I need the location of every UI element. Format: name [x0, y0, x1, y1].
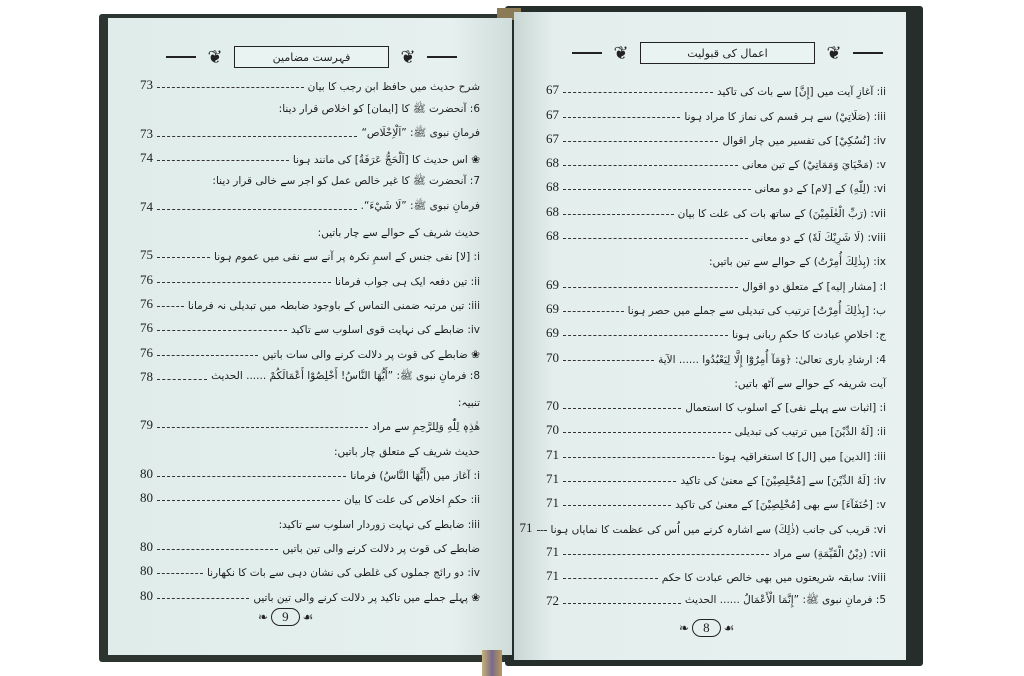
toc-page-number: 67 — [546, 106, 559, 122]
toc-entry-text: تنبیہ: — [457, 397, 480, 410]
dotted-leader — [563, 360, 654, 361]
dotted-leader — [157, 136, 357, 137]
toc-entry — [140, 555, 480, 579]
toc-entry-text: vii: (دِيْنُ الْقَيِّمَةِ) سے مراد — [773, 547, 886, 560]
toc-entry-text: ❀ اس حدیث کا [اَلْحَجُّ عَرَفَةُ] کی مانند ہونا — [292, 154, 480, 167]
left-page-header — [166, 46, 457, 68]
toc-page-number: 70 — [546, 422, 559, 438]
toc-entry-text: iii: [الدین] میں [ال] کا استغراقیہ ہونا — [718, 450, 886, 463]
toc-entry-text: vi: (لِلّٰهِ) کے [لام] کے دو معانی — [754, 183, 886, 196]
toc-entry-text: حدیث شریف کے حوالے سے چار باتیں: — [317, 227, 480, 240]
toc-entry-text: ❀ ضابطے کی قوت پر دلالت کرنے والی سات باتیں — [262, 348, 480, 361]
toc-page-number: 69 — [546, 325, 559, 341]
toc-entry-text: 5: فرمانِ نبوی ﷺ: ”إِنَّمَا الْأَعْمَالُ ...... الحدیث — [684, 593, 886, 606]
dotted-leader — [537, 530, 547, 531]
dotted-leader — [563, 189, 751, 190]
toc-entry-text: فرمانِ نبوی ﷺ: ”اَلْاِخْلَاص“ — [361, 126, 480, 139]
dotted-leader — [157, 87, 304, 88]
toc-entry-text: ❀ پہلے جملے میں تاکید پر دلالت کرنے والی تین باتیں — [253, 591, 480, 604]
right-page-title: اعمال کی قبولیت — [640, 42, 815, 64]
toc-page-number: 68 — [546, 203, 559, 219]
right-page-header — [572, 42, 883, 64]
toc-entry — [546, 390, 886, 414]
toc-entry — [546, 293, 886, 317]
flourish-ornament-icon: ❦ — [207, 46, 223, 68]
toc-entry — [546, 74, 886, 98]
dotted-leader — [563, 117, 680, 118]
toc-entry-text: شرح حدیث میں حافظ ابن رجب کا بیان — [307, 81, 480, 94]
dotted-leader — [563, 603, 681, 604]
toc-entry-text: iv: [لَهُ الدِّيْنَ] سے [مُخْلِصِيْنَ] کے معنیٰ کی تاکید — [680, 475, 886, 488]
toc-entry — [546, 98, 886, 122]
dotted-leader — [157, 209, 357, 210]
toc-section-heading — [140, 166, 480, 190]
toc-entry-text: iv: دو رائج جملوں کی غلطی کی نشان دہی سے بات کا نکھارنا — [206, 567, 480, 580]
folio-ornament-icon: ☙ — [302, 610, 314, 624]
toc-page-number: 68 — [546, 179, 559, 195]
toc-entry — [546, 536, 886, 560]
dotted-leader — [563, 238, 748, 239]
dotted-leader — [563, 165, 738, 166]
toc-entry-text: حدیث شریف کے متعلق چار باتیں: — [333, 445, 480, 458]
toc-entry-text: 8: فرمانِ نبوی ﷺ: ”أَيُّهَا النَّاسُ! أَخْلِصُوْا أَعْمَالَكُمْ ...... الحدیث — [211, 369, 480, 382]
dotted-leader — [157, 427, 368, 428]
dotted-leader — [563, 457, 715, 458]
toc-entry — [140, 409, 480, 433]
toc-entry — [140, 190, 480, 214]
toc-entry — [519, 511, 886, 536]
right-page — [514, 12, 906, 660]
toc-page-number: 73 — [140, 125, 153, 141]
toc-entry-text: فرمانِ نبوی ﷺ: ”لَا شَيْءَ“. — [360, 199, 480, 212]
toc-entry — [140, 263, 480, 287]
ornament-line — [853, 52, 883, 54]
dotted-leader — [157, 598, 249, 599]
toc-section-heading — [140, 385, 480, 409]
toc-page-number: 70 — [546, 398, 559, 414]
toc-entry — [140, 239, 480, 263]
toc-page-number: 78 — [140, 368, 153, 384]
toc-entry-text: vi: قریب کی جانب (ذٰلِكَ) سے اشارہ کرنے میں اُس کی عظمت کا نمایاں ہونا — [550, 523, 886, 536]
dotted-leader — [563, 408, 681, 409]
toc-page-number: 71 — [546, 568, 559, 584]
toc-list-left — [140, 69, 480, 604]
toc-entry — [140, 458, 480, 482]
toc-page-number: 80 — [140, 563, 153, 579]
folio-ornament-icon: ❧ — [679, 621, 690, 635]
toc-entry-text: ضابطے کی قوت پر دلالت کرنے والی تین باتیں — [282, 542, 480, 555]
toc-entry-text: ب: [بِذٰلِكَ أُمِرْتُ] ترتیب کی تبدیلی سے جملے میں حصر ہونا — [627, 304, 886, 317]
toc-entry-text: viii: (لَا شَرِيْكَ لَهٗ) کے دو معانی — [751, 232, 886, 245]
toc-entry — [546, 195, 886, 219]
toc-entry — [546, 341, 886, 365]
toc-entry — [140, 312, 480, 336]
toc-entry — [140, 336, 480, 360]
toc-section-heading — [140, 93, 480, 117]
dotted-leader — [563, 311, 624, 312]
toc-page-number: 80 — [140, 466, 153, 482]
toc-entry-text: ii: آغازِ آیت میں [إِنَّ] سے بات کی تاکید — [716, 86, 886, 99]
flourish-ornament-icon: ❦ — [400, 46, 416, 68]
toc-entry-text: 6: آنحضرت ﷺ کا [ایمان] کو اخلاص قرار دینا: — [278, 102, 480, 115]
toc-page-number: 74 — [140, 150, 153, 166]
toc-page-number: 80 — [140, 587, 153, 603]
toc-entry — [546, 438, 886, 462]
toc-entry-text: v: (مَحْيَايَ وَمَمَاتِيْ) کے تین معانی — [741, 159, 886, 172]
toc-entry-text: هٰذِهٖ لِلّٰهِ وَلِلرَّحِمِ سے مراد — [372, 421, 480, 434]
folio-ornament-icon: ❧ — [258, 610, 269, 624]
toc-entry-text: ا: [مشار إليه] کے متعلق دو اقوال — [742, 280, 886, 293]
page-number: 9 — [271, 608, 300, 626]
toc-page-number: 68 — [546, 155, 559, 171]
toc-entry-text: i: [لا] نفی جنس کے اسمِ نکرہ پر آنے سے نفی میں عموم ہونا — [214, 251, 480, 264]
toc-entry-text: آیت شریفہ کے حوالے سے آٹھ باتیں: — [734, 377, 886, 390]
toc-entry-text: i: [اثبات سے پہلے نفی] کے اسلوب کا استعمال — [685, 402, 886, 415]
toc-entry — [140, 288, 480, 312]
toc-entry-text: i: آغاز میں (أَيُّهَا النَّاسُ) فرمانا — [350, 470, 480, 483]
left-page-folio — [258, 608, 313, 626]
toc-entry — [140, 361, 480, 385]
ornament-line — [166, 56, 196, 58]
toc-entry — [546, 147, 886, 171]
toc-entry-text: ii: تین دفعہ ایک ہی جواب فرمانا — [334, 275, 480, 288]
toc-entry-text: 4: ارشادِ باری تعالیٰ: ﴿وَمَآ أُمِرُوْٓا إِلَّا لِيَعْبُدُوا ...... الآية — [658, 353, 886, 366]
page-number: 8 — [692, 619, 721, 637]
toc-page-number: 71 — [519, 519, 533, 535]
right-page-folio — [679, 619, 734, 637]
toc-entry — [546, 463, 886, 487]
dotted-leader — [157, 330, 287, 331]
toc-page-number: 70 — [546, 349, 559, 365]
toc-entry — [140, 69, 480, 93]
toc-section-heading — [140, 433, 480, 457]
toc-entry — [140, 118, 480, 142]
toc-entry-text: ج: اخلاصِ عبادت کا حکمِ ربانی ہونا — [732, 329, 886, 342]
toc-page-number: 73 — [140, 77, 153, 93]
toc-entry-text: iii: تین مرتبہ ضمنی التماس کے باوجود ضابطہ میں تبدیلی نہ فرمانا — [187, 299, 480, 312]
left-page-title: فہرست مضامین — [234, 46, 389, 68]
toc-section-heading — [546, 244, 886, 268]
toc-page-number: 79 — [140, 417, 153, 433]
toc-page-number: 76 — [140, 271, 153, 287]
left-page — [108, 18, 512, 655]
toc-entry-text: iv: ضابطے کی نہایت قوی اسلوب سے تاکید — [290, 324, 480, 337]
toc-entry-text: ii: حکمِ اخلاص کی علت کا بیان — [343, 494, 480, 507]
dotted-leader — [157, 306, 184, 307]
dotted-leader — [563, 214, 674, 215]
toc-page-number: 76 — [140, 295, 153, 311]
toc-page-number: 71 — [546, 543, 559, 559]
toc-section-heading — [546, 366, 886, 390]
toc-entry-text: ix: (بِذٰلِكَ أُمِرْتُ) کے حوالے سے تین باتیں: — [708, 256, 886, 269]
toc-entry-text: iii: ضابطے کی نہایت زوردار اسلوب سے تاکید: — [278, 518, 480, 531]
dotted-leader — [157, 379, 207, 380]
toc-page-number: 68 — [546, 228, 559, 244]
dotted-leader — [157, 160, 289, 161]
toc-page-number: 71 — [546, 446, 559, 462]
dotted-leader — [157, 573, 203, 574]
toc-page-number: 67 — [546, 130, 559, 146]
toc-entry — [546, 414, 886, 438]
toc-page-number: 71 — [546, 495, 559, 511]
toc-entry — [546, 560, 886, 584]
dotted-leader — [157, 282, 331, 283]
toc-entry-text: vii: (رَبِّ الْعٰلَمِيْنَ) کے ساتھ بات کی علت کا بیان — [677, 207, 886, 220]
toc-page-number: 76 — [140, 320, 153, 336]
toc-page-number: 80 — [140, 538, 153, 554]
dotted-leader — [563, 432, 731, 433]
bookmark-ribbon — [482, 650, 502, 676]
ornament-line — [572, 52, 602, 54]
dotted-leader — [563, 481, 676, 482]
toc-entry-text: iii: (صَلَاتِيْ) سے ہر قسم کی نماز کا مراد ہونا — [684, 110, 886, 123]
toc-entry — [546, 220, 886, 244]
toc-page-number: 72 — [546, 592, 559, 608]
toc-page-number: 69 — [546, 276, 559, 292]
flourish-ornament-icon: ❦ — [613, 42, 629, 64]
ornament-line — [427, 56, 457, 58]
toc-page-number: 76 — [140, 344, 153, 360]
toc-entry — [546, 123, 886, 147]
dotted-leader — [157, 355, 258, 356]
toc-entry-text: 7: آنحضرت ﷺ کا غیر خالص عمل کو اجر سے خالی قرار دینا: — [212, 175, 480, 188]
toc-page-number: 69 — [546, 300, 559, 316]
toc-page-number: 71 — [546, 471, 559, 487]
toc-entry — [546, 584, 886, 608]
toc-entry — [140, 579, 480, 603]
toc-page-number: 75 — [140, 247, 153, 263]
dotted-leader — [563, 92, 713, 93]
toc-entry-text: iv: [نُسُكِيْ] کی تفسیر میں چار اقوال — [722, 134, 886, 147]
toc-entry — [546, 317, 886, 341]
flourish-ornament-icon: ❦ — [826, 42, 842, 64]
toc-page-number: 74 — [140, 198, 153, 214]
toc-entry — [140, 482, 480, 506]
folio-ornament-icon: ☙ — [723, 621, 735, 635]
dotted-leader — [563, 578, 658, 579]
toc-section-heading — [140, 506, 480, 530]
toc-section-heading — [140, 215, 480, 239]
toc-entry — [140, 142, 480, 166]
dotted-leader — [157, 549, 278, 550]
toc-entry — [546, 268, 886, 292]
toc-entry-text: viii: سابقہ شریعتوں میں بھی خالص عبادت کا حکم — [661, 572, 886, 585]
dotted-leader — [157, 257, 210, 258]
dotted-leader — [563, 505, 671, 506]
toc-page-number: 67 — [546, 82, 559, 98]
dotted-leader — [563, 287, 738, 288]
toc-entry — [546, 171, 886, 195]
toc-entry-text: ii: [لَهُ الدِّيْنَ] میں ترتیب کی تبدیلی — [734, 426, 886, 439]
toc-entry-text: v: [حُنَفَآءَ] سے بھی [مُخْلِصِيْنَ] کے معنیٰ کی تاکید — [675, 499, 886, 512]
toc-list-right — [519, 74, 886, 609]
dotted-leader — [157, 500, 340, 501]
dotted-leader — [157, 476, 346, 477]
dotted-leader — [563, 554, 769, 555]
dotted-leader — [563, 335, 728, 336]
toc-page-number: 80 — [140, 490, 153, 506]
dotted-leader — [563, 141, 718, 142]
toc-entry — [140, 531, 480, 555]
toc-entry — [546, 487, 886, 511]
